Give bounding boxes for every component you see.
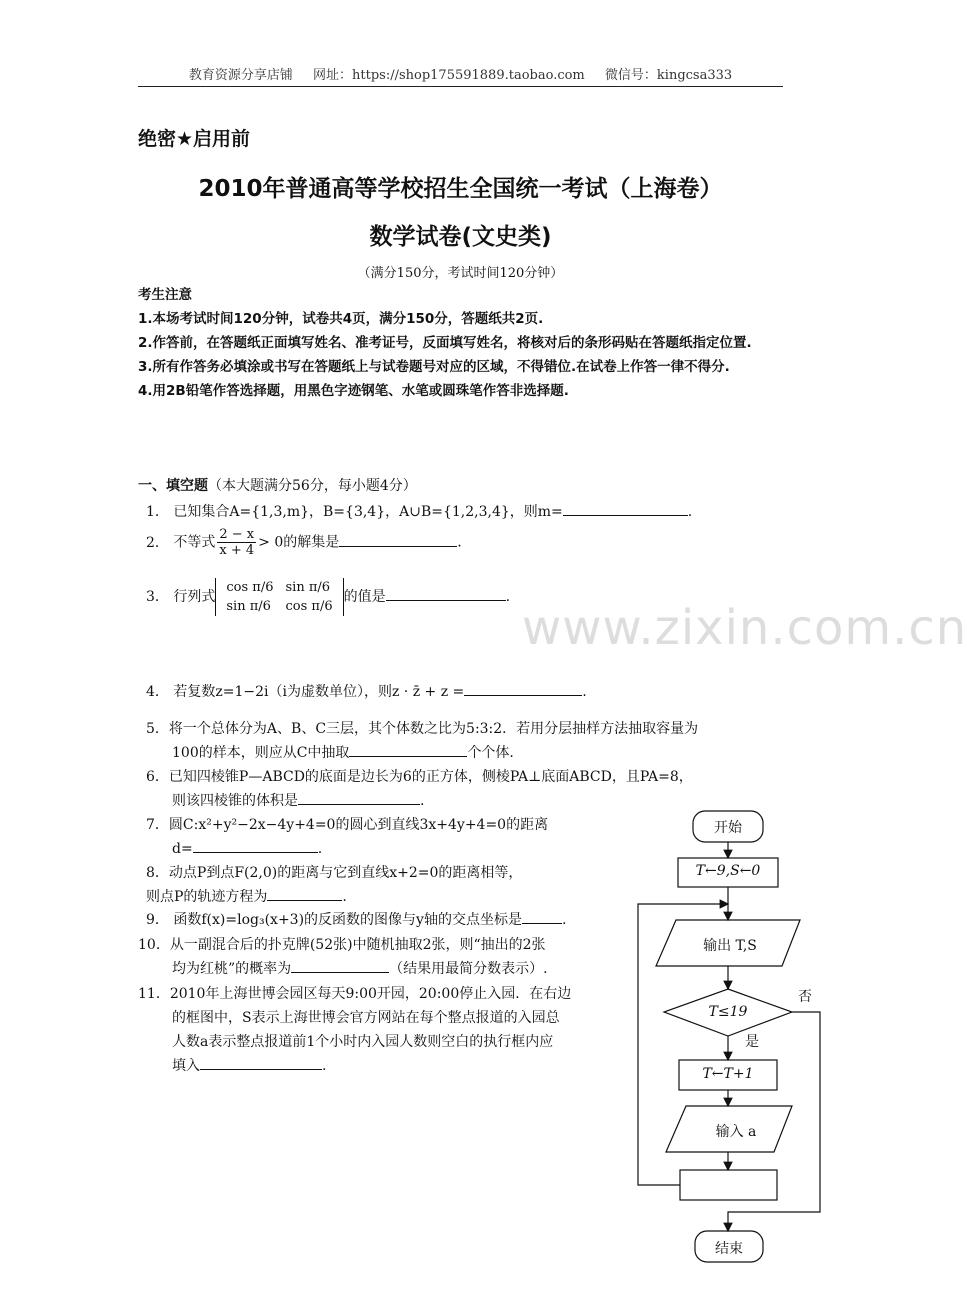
question-5 [146, 717, 698, 765]
flow-input-label: 输入 a [715, 1124, 757, 1140]
question-text: 若复数z=1−2i（i为虚数单位），则z · z̄ + z = [173, 684, 465, 700]
flow-end-label: 结束 [715, 1241, 743, 1257]
question-number: 8． [146, 865, 169, 881]
notice-item: 3.所有作答务必填涂或书写在答题纸上与试卷题号对应的区域，不得错位.在试卷上作答一律不得分. [138, 359, 730, 375]
answer-blank [349, 742, 467, 757]
question-text: 不等式 [173, 534, 216, 551]
question-6 [146, 765, 693, 813]
question-text: 则该四棱锥的体积是 [172, 793, 298, 809]
notice-item: 4.用2B铅笔作答选择题，用黑色字迹钢笔、水笔或圆珠笔作答非选择题. [138, 383, 569, 399]
section-heading [138, 475, 417, 495]
flow-output-label: 输出 T,S [703, 938, 757, 954]
flow-yes-label: 是 [745, 1034, 759, 1050]
answer-blank [200, 1055, 322, 1070]
question-number: 1． [146, 504, 169, 520]
question-text: 均为红桃”的概率为 [172, 961, 292, 977]
question-end: . [687, 504, 693, 520]
answer-blank [193, 838, 318, 853]
question-end: . [561, 912, 567, 928]
answer-blank [267, 886, 342, 901]
exam-title: 2010年普通高等学校招生全国统一考试（上海卷） [198, 176, 723, 202]
fraction [217, 527, 256, 558]
fraction-numerator: 2 − x [219, 527, 255, 542]
det-cell: cos π/6 [226, 580, 274, 595]
header-shop: 教育资源分享店铺 [188, 68, 293, 83]
notice-item: 1.本场考试时间120分钟，试卷共4页，满分150分，答题纸共2页. [138, 311, 544, 327]
answer-blank [464, 681, 582, 696]
flow-no-label: 否 [798, 989, 812, 1005]
question-1 [146, 501, 692, 521]
secret-label: 绝密★启用前 [138, 128, 251, 150]
section-note: （本大题满分56分，每小题4分） [208, 478, 417, 494]
det-cell: cos π/6 [285, 599, 333, 614]
question-3 [146, 578, 510, 616]
question-text: 从一副混合后的扑克牌(52张)中随机抽取2张，则“抽出的2张 [169, 937, 546, 953]
question-number: 11． [138, 986, 170, 1002]
question-number: 6． [146, 769, 169, 785]
question-end: . [582, 684, 587, 700]
section-title: 一、填空题 [138, 478, 208, 494]
question-end: . [322, 1058, 327, 1074]
fraction-denominator: x + 4 [219, 543, 255, 558]
det-cell: sin π/6 [285, 580, 331, 595]
question-8 [146, 861, 522, 909]
question-text: 个个体. [467, 745, 514, 761]
question-text: 人数a表示整点报道前1个小时内入园人数则空白的执行框内应 [172, 1034, 554, 1050]
question-number: 4． [146, 684, 169, 700]
question-4 [146, 681, 587, 701]
question-text: 已知集合A={1,3,m}，B={3,4}，A∪B={1,2,3,4}，则m= [173, 504, 563, 520]
question-11 [138, 982, 571, 1078]
question-number: 7． [146, 817, 169, 833]
question-text: 填入 [172, 1058, 200, 1074]
determinant [215, 578, 343, 616]
flow-blank-box [680, 1170, 777, 1200]
flowchart [620, 780, 840, 1270]
question-text: 动点P到点F(2,0)的距离与它到直线x+2=0的距离相等， [168, 865, 523, 881]
flow-init-label: T←9,S←0 [695, 863, 761, 879]
notice-block [138, 283, 783, 403]
question-text: 将一个总体分为A、B、C三层，其个体数之比为5:3:2．若用分层抽样方法抽取容量为 [168, 721, 699, 737]
question-text: 函数f(x)=log₃(x+3)的反函数的图像与y轴的交点坐标是 [173, 912, 522, 928]
question-10 [138, 933, 548, 981]
answer-blank [339, 532, 457, 547]
answer-blank [386, 586, 506, 601]
watermark: www.zixin.com.cn [522, 600, 967, 656]
question-text: d= [172, 841, 193, 857]
question-9 [146, 909, 566, 929]
exam-subtitle: （满分150分，考试时间120分钟） [357, 266, 564, 281]
question-text: 100的样本，则应从C中抽取 [172, 745, 350, 761]
notice-heading: 考生注意 [138, 287, 192, 303]
answer-blank [298, 790, 420, 805]
question-text: 2010年上海世博会园区每天9:00开园，20:00停止入园．在右边 [169, 986, 572, 1002]
question-number: 9． [146, 912, 169, 928]
question-text: 圆C:x²+y²−2x−4y+4=0的圆心到直线3x+4y+4=0的距离 [168, 817, 549, 833]
flow-increment-label: T←T+1 [702, 1066, 754, 1082]
question-number: 3． [146, 589, 169, 605]
question-end: . [317, 841, 323, 857]
question-end: . [505, 589, 511, 605]
question-number: 5． [146, 721, 169, 737]
question-text: （结果用最简分数表示）. [389, 961, 548, 977]
question-text: 则点P的轨迹方程为 [146, 889, 268, 905]
page-header [138, 64, 783, 87]
header-wechat: 微信号：kingcsa333 [604, 68, 733, 83]
question-7 [146, 813, 548, 861]
question-end: . [342, 889, 347, 905]
det-cell: sin π/6 [226, 599, 271, 614]
answer-blank [563, 501, 688, 516]
header-url: 网址：https://shop175591889.taobao.com [313, 68, 585, 83]
answer-blank [291, 958, 389, 973]
question-number: 2． [146, 534, 169, 551]
answer-blank [522, 909, 562, 924]
question-text: 已知四棱锥P—ABCD的底面是边长为6的正方体，侧棱PA⊥底面ABCD，且PA=8， [168, 769, 693, 785]
question-text: 的框图中，S表示上海世博会官方网站在每个整点报道的入园总 [172, 1010, 560, 1026]
question-text: 行列式 [173, 589, 216, 605]
notice-item: 2.作答前，在答题纸正面填写姓名、准考证号，反面填写姓名，将核对后的条形码贴在答题纸指定位置. [138, 335, 752, 351]
question-text: > 0的解集是 [258, 534, 340, 551]
question-2 [146, 527, 462, 558]
question-text: 的值是 [343, 589, 386, 605]
question-end: . [457, 534, 462, 551]
flow-start-label: 开始 [714, 820, 742, 836]
flow-condition-label: T≤19 [708, 1004, 748, 1020]
question-number: 10． [138, 937, 170, 953]
question-end: . [420, 793, 425, 809]
exam-subject-title: 数学试卷(文史类) [369, 224, 552, 250]
